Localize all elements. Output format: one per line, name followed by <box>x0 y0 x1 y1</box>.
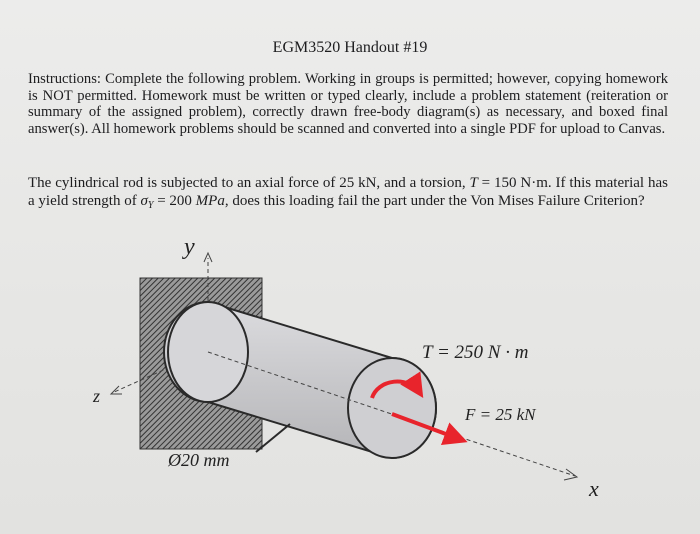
problem-text-2: = 150 N·m. If this material has a yield strength of <box>28 175 668 209</box>
problem-text-4: , does this loading fail the part under the Von Mises Failure Criterion? <box>224 192 645 209</box>
z-axis-arrowhead <box>111 386 122 394</box>
z-axis-label: z <box>93 386 101 406</box>
handout-title: EGM3520 Handout #19 <box>272 39 428 56</box>
rod-free-end <box>348 358 436 458</box>
problem-text-1: The cylindrical rod is subjected to an axial force of 25 kN, and a torsion, <box>28 175 470 191</box>
x-axis-label: x <box>589 476 599 501</box>
diameter-label: Ø20 mm <box>168 450 230 470</box>
y-axis-label: y <box>184 234 195 260</box>
sigma-symbol: σ <box>140 192 148 209</box>
instructions-paragraph: Instructions: Complete the following problem. Working in groups is permitted; however, copying homework is NOT permitted. Homework must be written or typed clearly, include a problem statement (reiteration or summary of the assigned problem), correctly drawn free-body diagram(s) as necessary, and boxed final answer(s). All homework problems should be scanned and converted into a single PDF for upload to Canvas. <box>28 71 668 137</box>
x-axis-arrowhead <box>564 469 577 480</box>
mpa-unit: MPa <box>195 192 225 209</box>
torque-label: T = 250 N · m <box>422 342 529 363</box>
force-label: F = 25 kN <box>465 405 536 424</box>
torque-variable: T <box>469 175 478 191</box>
y-axis-arrowhead <box>204 253 212 262</box>
sigma-subscript: Y <box>147 199 154 211</box>
problem-text-3: = 200 <box>153 192 196 209</box>
